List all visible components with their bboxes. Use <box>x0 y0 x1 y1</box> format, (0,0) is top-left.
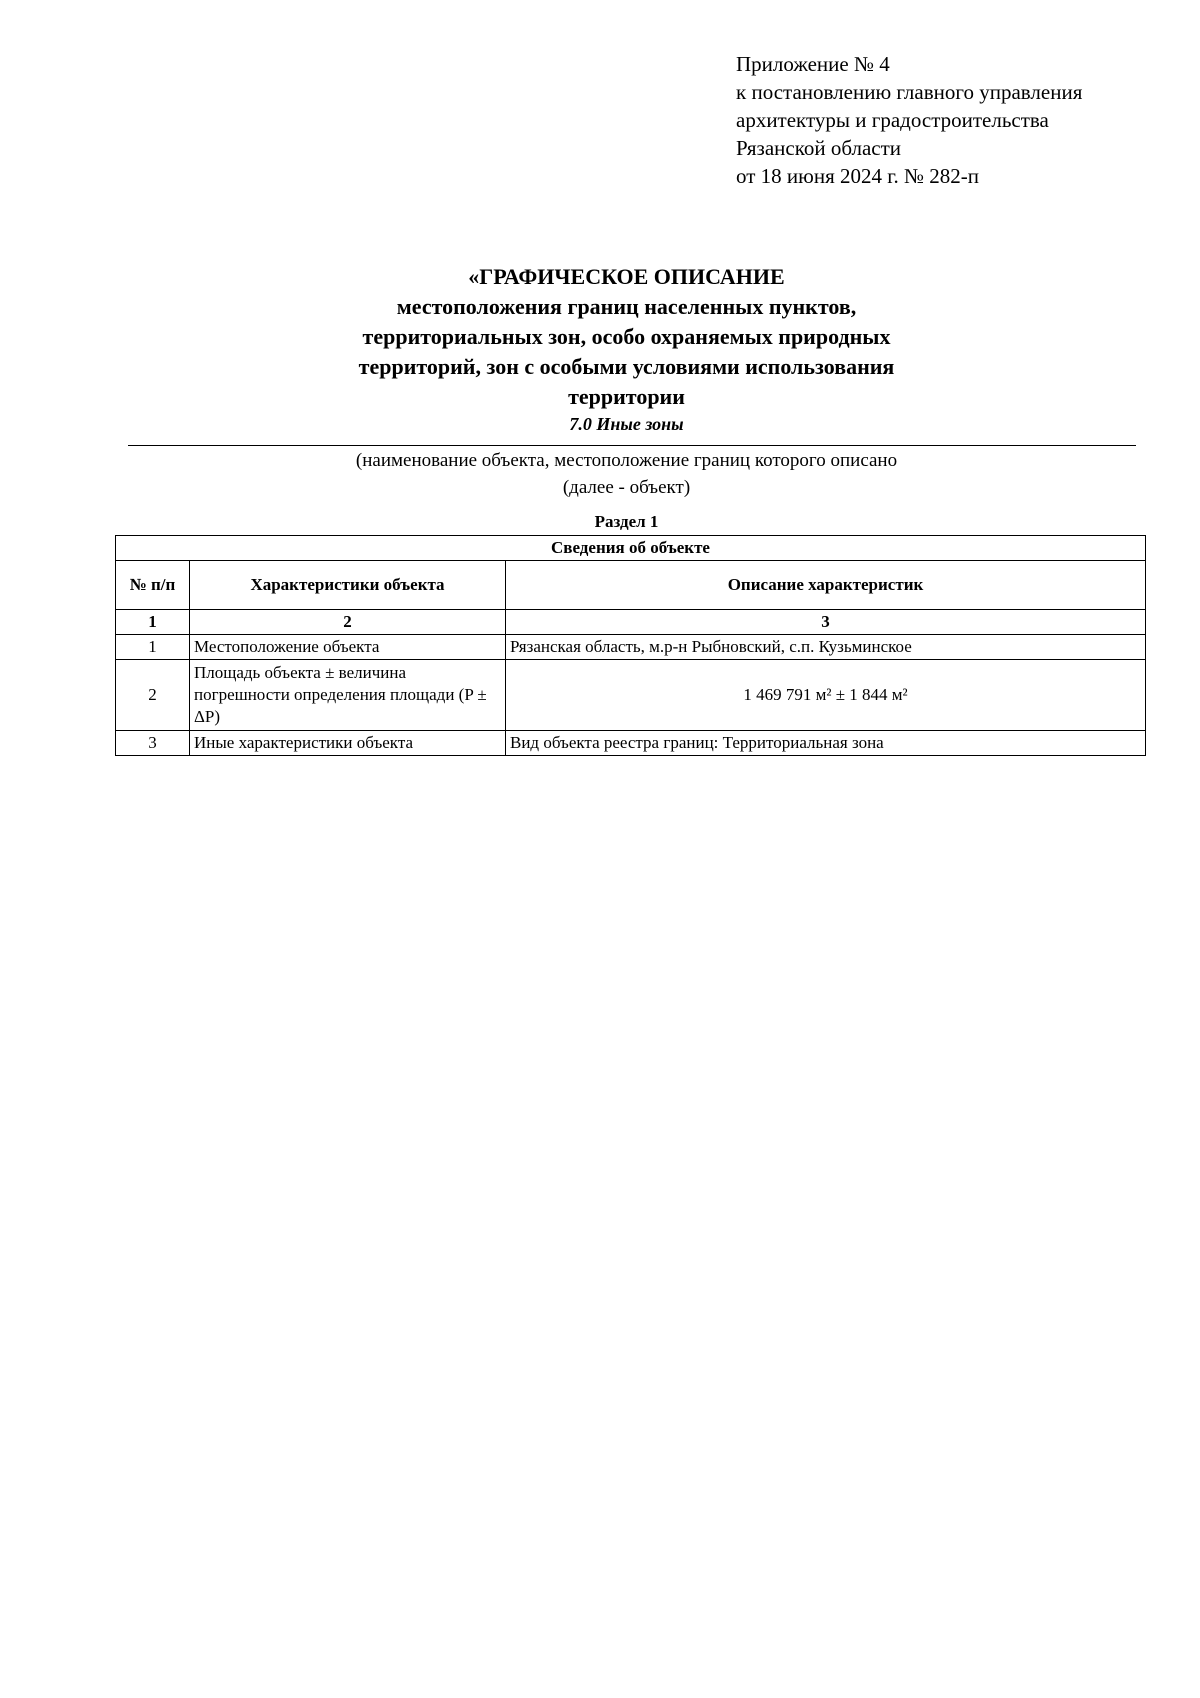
underline-divider <box>128 445 1136 446</box>
appendix-line: от 18 июня 2024 г. № 282-п <box>736 164 979 188</box>
header-description: Описание характеристик <box>506 561 1146 610</box>
appendix-line: к постановлению главного управления <box>736 80 1083 104</box>
table-row <box>116 660 1146 731</box>
caption-line: (далее - объект) <box>562 477 691 498</box>
row-description: Вид объекта реестра границ: Территориальная зона <box>506 731 1146 756</box>
title-line: местоположения границ населенных пунктов, <box>396 294 857 319</box>
object-info-table <box>115 535 1146 756</box>
header-characteristic: Характеристики объекта <box>190 561 506 610</box>
object-caption <box>116 447 1137 501</box>
title-line: территорий, зон с особыми условиями использования <box>358 354 895 379</box>
section-title: Раздел 1 <box>594 512 659 531</box>
table-row <box>116 731 1146 756</box>
column-number-2: 2 <box>190 610 506 635</box>
title-line: территориальных зон, особо охраняемых природных <box>362 324 891 349</box>
header-number: № п/п <box>116 561 190 610</box>
caption-line: (наименование объекта, местоположение границ которого описано <box>355 450 898 471</box>
column-number-3: 3 <box>506 610 1146 635</box>
zone-name: 7.0 Иные зоны <box>569 414 684 434</box>
title-line: территории <box>568 384 685 409</box>
table-title: Сведения об объекте <box>116 536 1146 561</box>
row-characteristic: Местоположение объекта <box>190 635 506 660</box>
column-number-1: 1 <box>116 610 190 635</box>
row-description: 1 469 791 м² ± 1 844 м² <box>506 660 1146 731</box>
title-line: «ГРАФИЧЕСКОЕ ОПИСАНИЕ <box>468 264 785 289</box>
document-title <box>116 262 1137 436</box>
table-row <box>116 635 1146 660</box>
row-characteristic: Иные характеристики объекта <box>190 731 506 756</box>
row-description: Рязанская область, м.р-н Рыбновский, с.п. Кузьминское <box>506 635 1146 660</box>
appendix-note <box>736 50 1082 190</box>
appendix-line: архитектуры и градостроительства <box>736 108 1049 132</box>
appendix-line: Рязанской области <box>736 136 902 160</box>
row-number: 2 <box>116 660 190 731</box>
appendix-line: Приложение № 4 <box>736 52 890 76</box>
row-characteristic: Площадь объекта ± величина погрешности определения площади (P ± ΔP) <box>190 660 506 731</box>
row-number: 3 <box>116 731 190 756</box>
row-number: 1 <box>116 635 190 660</box>
